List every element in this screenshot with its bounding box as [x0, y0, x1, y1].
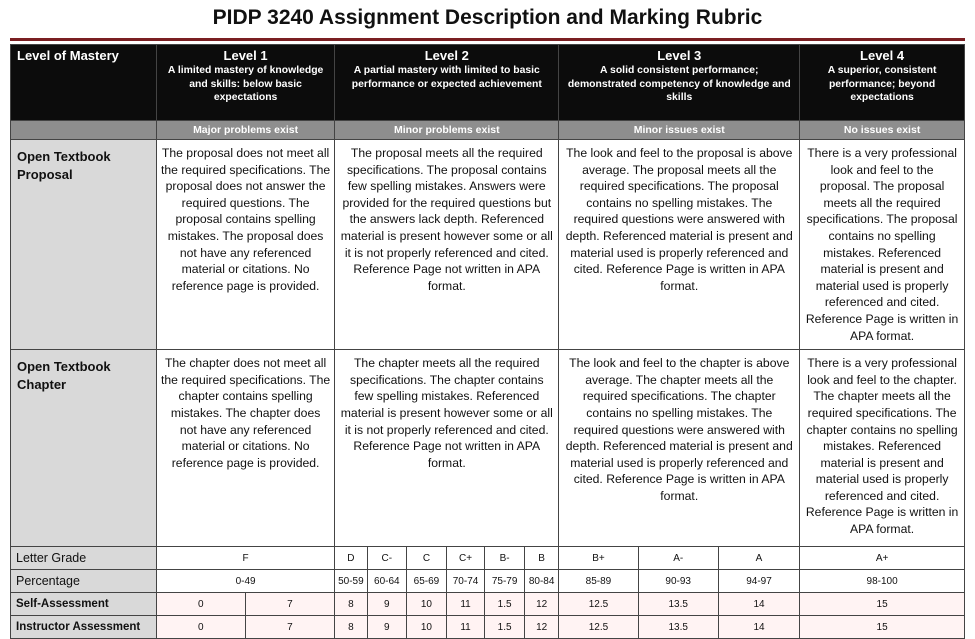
- score-cell: 14: [718, 593, 799, 616]
- score-cell: 11: [446, 616, 485, 639]
- score-cell: 9: [367, 593, 407, 616]
- chapter-level-4-cell: There is a very professional look and feel to the chapter. The chapter meets all the required specifications. The chapter contains no spelling mistakes. Referenced material is present and material used is properly referenced and cited. Reference Page is written in APA format.: [800, 350, 965, 547]
- self-assessment-row: [11, 593, 965, 616]
- instructor-assessment-label: Instructor Assessment: [11, 616, 157, 639]
- status-blank-cell: [11, 121, 157, 140]
- percentage-cell: 94-97: [718, 570, 799, 593]
- score-cell: 12: [524, 593, 558, 616]
- criterion-row-proposal: [11, 140, 965, 350]
- letter-grade-row: [11, 547, 965, 570]
- proposal-level-3-cell: The look and feel to the proposal is above average. The proposal meets all the required specifications. The proposal contains no spelling mistakes. The required questions were answered with depth. Referenced material is present and material used is properly referenced and cited. Reference Page is written in APA format.: [559, 140, 800, 350]
- level-1-header: [156, 45, 334, 121]
- score-cell: 1.5: [485, 593, 525, 616]
- chapter-level-2-cell: The chapter meets all the required specifications. The chapter contains few spelling mistakes. Referenced material is present however some or all it is not properly referenced and cited. Reference Page not written in APA format.: [335, 350, 559, 547]
- grade-cell: F: [156, 547, 334, 570]
- level-description: A partial mastery with limited to basic performance or expected achievement: [351, 65, 542, 90]
- percentage-cell: 0-49: [156, 570, 334, 593]
- grade-cell: A-: [638, 547, 718, 570]
- percentage-cell: 50-59: [335, 570, 367, 593]
- proposal-level-4-cell: There is a very professional look and feel to the proposal. The proposal meets all the required specifications. The proposal contains no spelling mistakes. Referenced material is present and material used is properly referenced and cited. Reference Page is written in APA format.: [800, 140, 965, 350]
- criterion-label: Open Textbook Chapter: [11, 350, 157, 547]
- score-cell: 8: [335, 616, 367, 639]
- chapter-level-1-cell: The chapter does not meet all the required specifications. The chapter contains spelling mistakes. The chapter does not have any referenced material or citations. No reference page is provided.: [156, 350, 334, 547]
- grade-cell: A: [718, 547, 799, 570]
- level-4-header: [800, 45, 965, 121]
- status-level-1: Major problems exist: [156, 121, 334, 140]
- grade-cell: C: [407, 547, 447, 570]
- proposal-level-2-cell: The proposal meets all the required specifications. The proposal contains few spelling mistakes. Answers were provided for the required questions but the answers lack depth. Referenced material is present however some or all it is not properly referenced and cited. Reference Page not written in APA format.: [335, 140, 559, 350]
- score-cell: 12.5: [559, 616, 638, 639]
- score-cell: 13.5: [638, 593, 718, 616]
- header-row: [11, 45, 965, 121]
- status-row: [11, 121, 965, 140]
- score-cell: 1.5: [485, 616, 525, 639]
- score-cell: 14: [718, 616, 799, 639]
- score-cell: 10: [407, 616, 447, 639]
- score-cell: 15: [800, 616, 965, 639]
- level-description: A solid consistent performance; demonstrated competency of knowledge and skills: [567, 65, 791, 104]
- rubric-table: [10, 44, 965, 639]
- percentage-row: [11, 570, 965, 593]
- score-cell: 15: [800, 593, 965, 616]
- percentage-cell: 60-64: [367, 570, 407, 593]
- page-title: PIDP 3240 Assignment Description and Marking Rubric: [212, 6, 763, 29]
- chapter-level-3-cell: The look and feel to the chapter is above average. The chapter meets all the required specifications. The chapter contains no spelling mistakes. The required questions were answered with depth. Referenced material is present and material used is properly referenced and cited. Reference Page is written in APA format.: [559, 350, 800, 547]
- level-of-mastery-header: Level of Mastery: [11, 45, 157, 121]
- grade-cell: C-: [367, 547, 407, 570]
- level-description: A limited mastery of knowledge and skills: below basic expectations: [167, 65, 324, 104]
- level-name: Level 3: [657, 48, 702, 63]
- score-cell: 10: [407, 593, 447, 616]
- grade-cell: B+: [559, 547, 638, 570]
- percentage-label: Percentage: [11, 570, 157, 593]
- percentage-cell: 85-89: [559, 570, 638, 593]
- percentage-cell: 80-84: [524, 570, 558, 593]
- grade-cell: C+: [446, 547, 485, 570]
- level-name: Level 1: [223, 48, 268, 63]
- score-cell: 0: [156, 616, 245, 639]
- level-description: A superior, consistent performance; beyond expectations: [827, 65, 937, 104]
- percentage-cell: 70-74: [446, 570, 485, 593]
- level-name: Level 4: [860, 48, 905, 63]
- status-level-2: Minor problems exist: [335, 121, 559, 140]
- level-3-header: [559, 45, 800, 121]
- score-cell: 12.5: [559, 593, 638, 616]
- status-level-4: No issues exist: [800, 121, 965, 140]
- criterion-row-chapter: [11, 350, 965, 547]
- percentage-cell: 98-100: [800, 570, 965, 593]
- level-2-header: [335, 45, 559, 121]
- percentage-cell: 65-69: [407, 570, 447, 593]
- score-cell: 13.5: [638, 616, 718, 639]
- score-cell: 9: [367, 616, 407, 639]
- score-cell: 7: [245, 593, 335, 616]
- criterion-label: Open Textbook Proposal: [11, 140, 157, 350]
- grade-cell: A+: [800, 547, 965, 570]
- percentage-cell: 75-79: [485, 570, 525, 593]
- percentage-cell: 90-93: [638, 570, 718, 593]
- grade-cell: B: [524, 547, 558, 570]
- level-name: Level 2: [424, 48, 469, 63]
- instructor-assessment-row: [11, 616, 965, 639]
- status-level-3: Minor issues exist: [559, 121, 800, 140]
- score-cell: 11: [446, 593, 485, 616]
- proposal-level-1-cell: The proposal does not meet all the required specifications. The proposal does not answer the required questions. The proposal contains spelling mistakes. The proposal does not have any referenced material or citations. No reference page is provided.: [156, 140, 334, 350]
- score-cell: 12: [524, 616, 558, 639]
- letter-grade-label: Letter Grade: [11, 547, 157, 570]
- score-cell: 0: [156, 593, 245, 616]
- score-cell: 8: [335, 593, 367, 616]
- self-assessment-label: Self-Assessment: [11, 593, 157, 616]
- grade-cell: D: [335, 547, 367, 570]
- grade-cell: B-: [485, 547, 525, 570]
- score-cell: 7: [245, 616, 335, 639]
- title-divider: [10, 38, 965, 41]
